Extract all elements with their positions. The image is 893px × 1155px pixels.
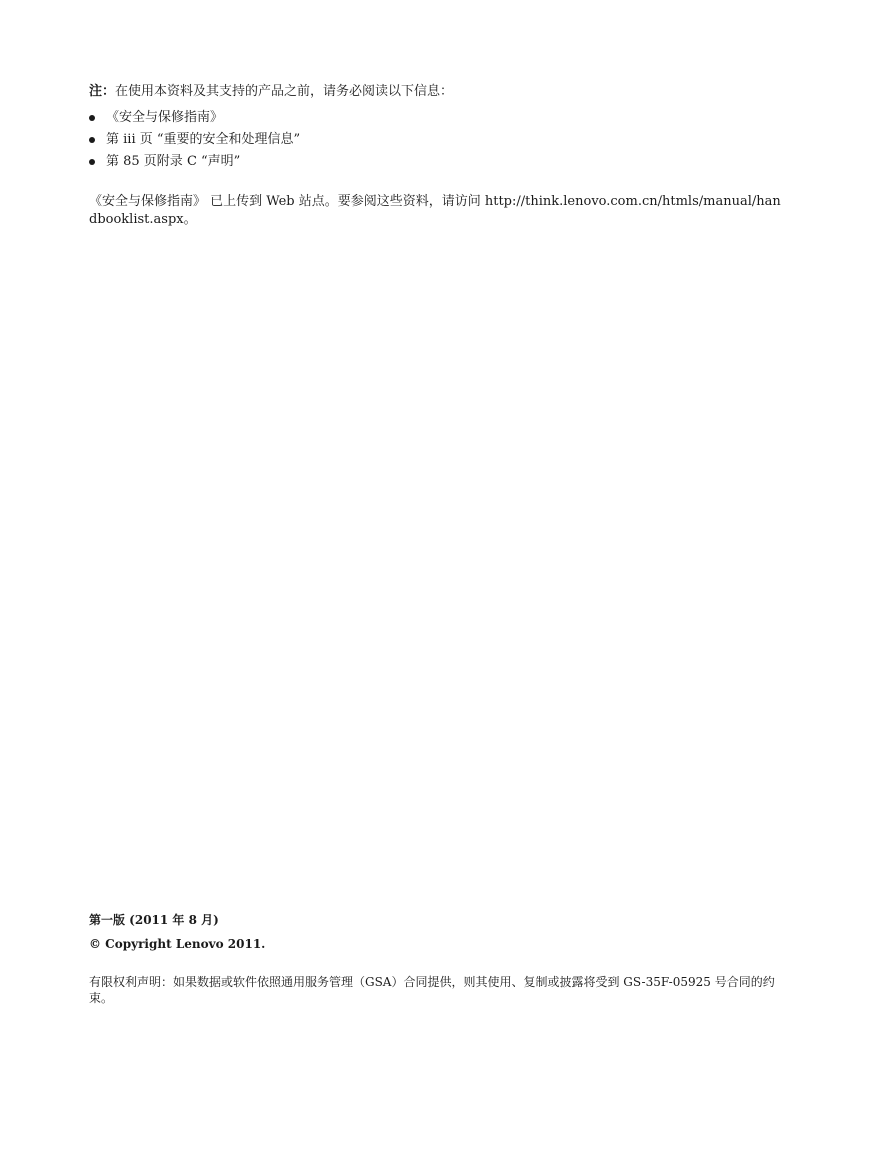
list-item-text: 第 iii 页 “重要的安全和处理信息” bbox=[106, 132, 301, 147]
bullet-icon bbox=[89, 115, 95, 121]
list-item bbox=[89, 153, 789, 175]
list-item bbox=[89, 109, 789, 131]
list-item-text: 《安全与保修指南》 bbox=[106, 110, 224, 125]
web-resources-paragraph: 《安全与保修指南》 已上传到 Web 站点。要参阅这些资料，请访问 http://think.lenovo.com.cn/htmls/manual/handbooklist.aspx。 bbox=[89, 194, 781, 227]
notice-label: 注： bbox=[89, 84, 116, 99]
notice-paragraph bbox=[89, 83, 789, 101]
required-reading-list bbox=[89, 109, 789, 175]
bullet-icon bbox=[89, 159, 95, 165]
limited-rights-notice: 有限权利声明：如果数据或软件依照通用服务管理（GSA）合同提供，则其使用、复制或披露将受到 GS-35F-05925 号合同的约束。 bbox=[89, 975, 775, 1005]
copyright-line: © Copyright Lenovo 2011. bbox=[89, 937, 266, 951]
bullet-icon bbox=[89, 137, 95, 143]
edition-line: 第一版 (2011 年 8 月) bbox=[89, 913, 219, 927]
list-item bbox=[89, 131, 789, 153]
notice-text: 在使用本资料及其支持的产品之前，请务必阅读以下信息： bbox=[115, 84, 454, 99]
list-item-text: 第 85 页附录 C “声明” bbox=[106, 154, 241, 169]
